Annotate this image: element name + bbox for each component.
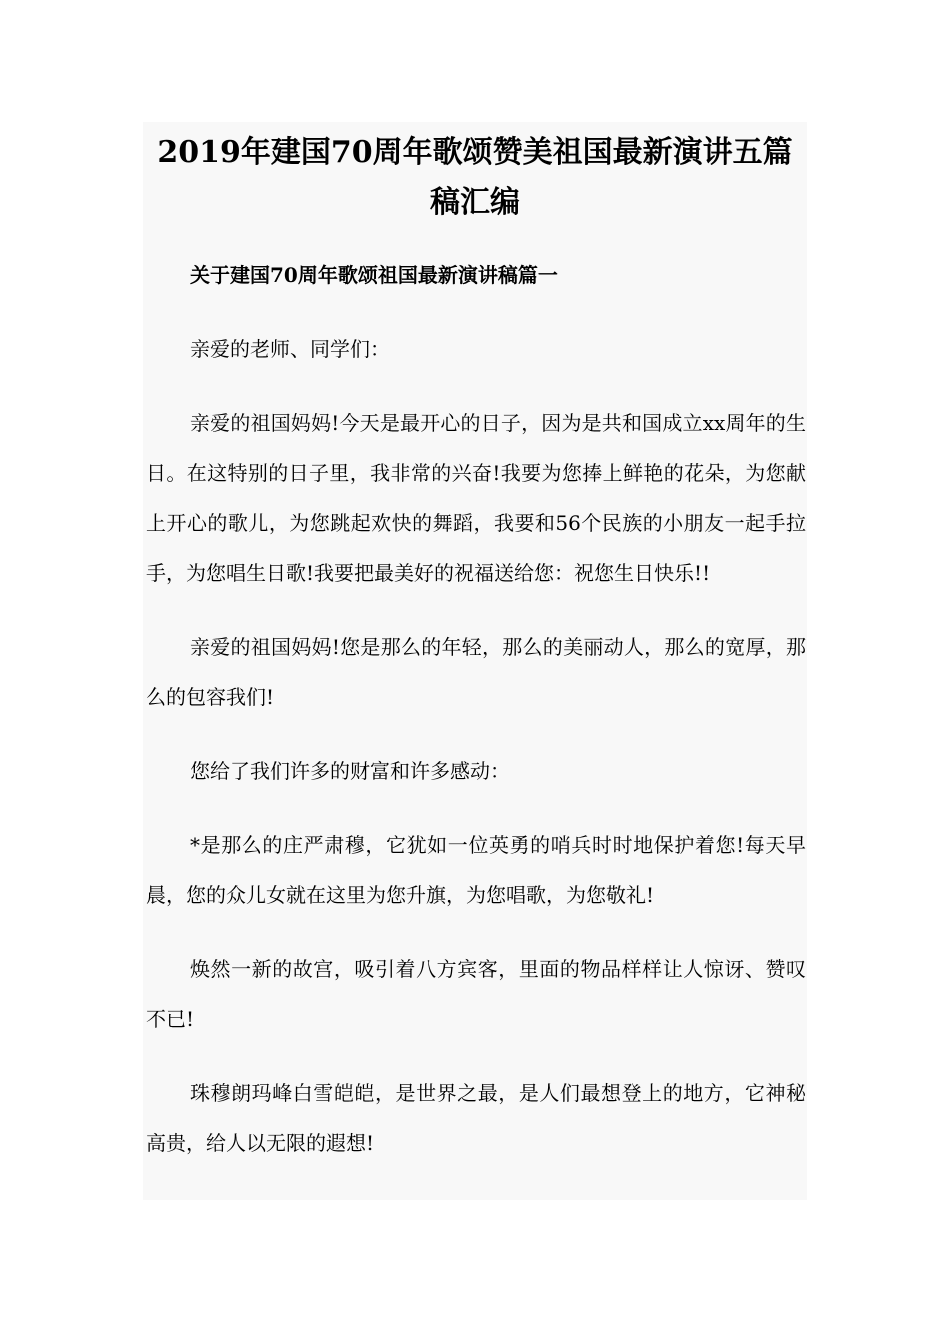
paragraph-greeting: 亲爱的老师、同学们：	[190, 337, 390, 361]
document-body	[146, 250, 806, 1192]
paragraph: 您给了我们许多的财富和许多感动：	[190, 759, 510, 783]
paragraph: 珠穆朗玛峰白雪皑皑，是世界之最，是人们最想登上的地方，它神秘高贵，给人以无限的遐想!	[146, 1081, 806, 1155]
paragraph: *是那么的庄严肃穆，它犹如一位英勇的哨兵时时地保护着您!每天早晨，您的众儿女就在这里为您升旗，为您唱歌，为您敬礼!	[146, 833, 806, 907]
document-title: 2019年建国70周年歌颂赞美祖国最新演讲五篇稿汇编	[157, 135, 793, 220]
paragraph: 焕然一新的故宫，吸引着八方宾客，里面的物品样样让人惊讶、赞叹不已!	[146, 957, 806, 1031]
section-heading: 关于建国70周年歌颂祖国最新演讲稿篇一	[190, 263, 558, 287]
paragraph: 亲爱的祖国妈妈!今天是最开心的日子，因为是共和国成立xx周年的生日。在这特别的日子里，我非常的兴奋!我要为您捧上鲜艳的花朵，为您献上开心的歌儿，为您跳起欢快的舞蹈，我要和56个民族的小朋友一起手拉手，为您唱生日歌!我要把最美好的祝福送给您：祝您生日快乐!!	[146, 411, 806, 585]
paragraph: 亲爱的祖国妈妈!您是那么的年轻，那么的美丽动人，那么的宽厚，那么的包容我们!	[146, 635, 806, 709]
